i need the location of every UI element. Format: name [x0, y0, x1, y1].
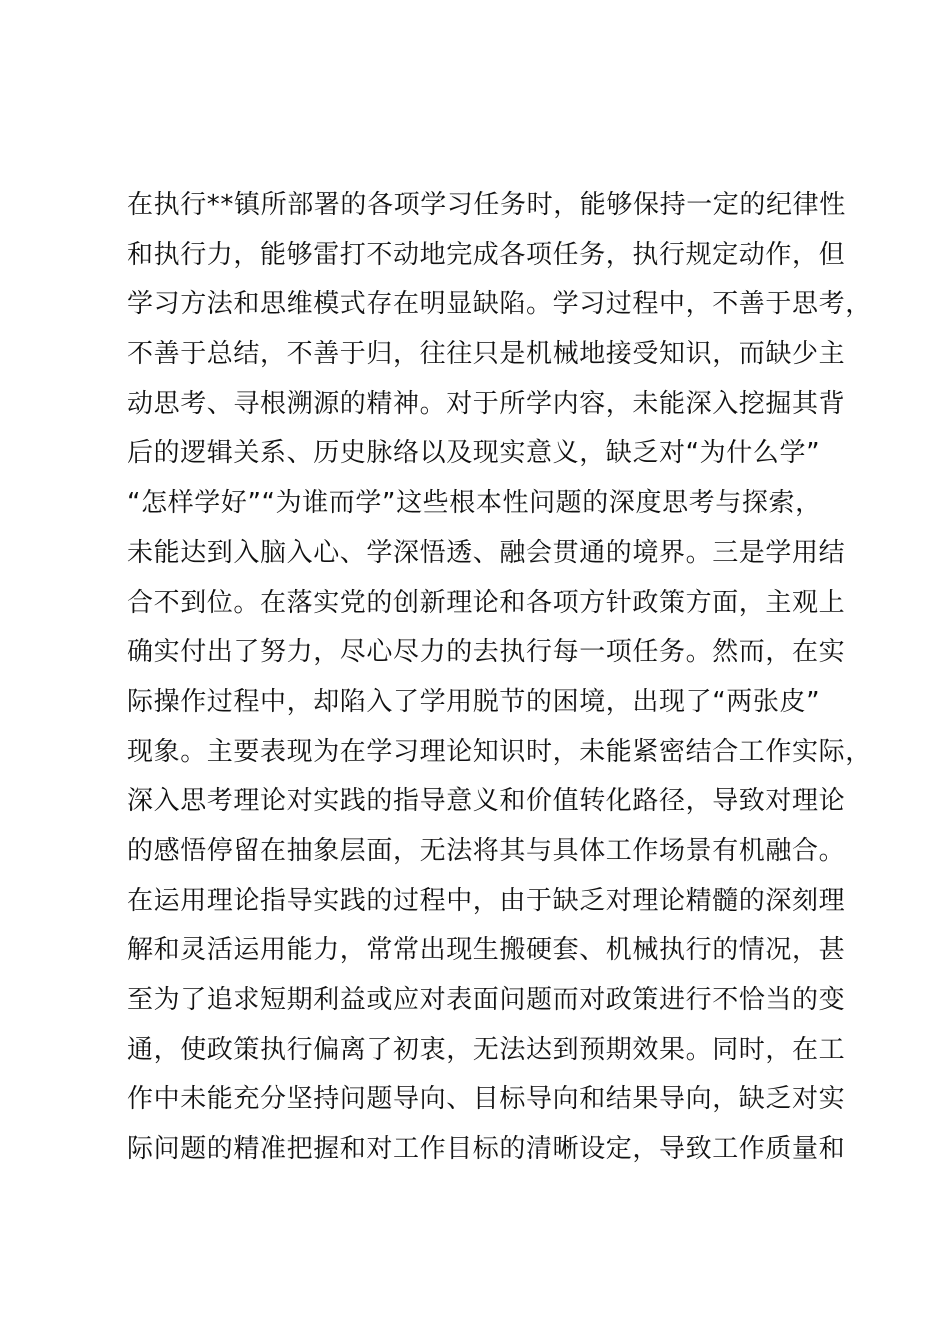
text-line: 合不到位。在落实党的创新理论和各项方针政策方面，主观上: [127, 587, 846, 618]
text-line: 解和灵活运用能力，常常出现生搬硬套、机械执行的情况，甚: [127, 935, 846, 966]
text-line: 际问题的精准把握和对工作目标的清晰设定，导致工作质量和: [127, 1134, 846, 1165]
text-line: 的感悟停留在抽象层面，无法将其与具体工作场景有机融合。: [127, 835, 846, 866]
text-line: 学习方法和思维模式存在明显缺陷。学习过程中，不善于思考，: [127, 289, 872, 320]
text-line: 深入思考理论对实践的指导意义和价值转化路径，导致对理论: [127, 786, 846, 817]
text-line: 作中未能充分坚持问题导向、目标导向和结果导向，缺乏对实: [127, 1084, 846, 1115]
text-line: 通，使政策执行偏离了初衷，无法达到预期效果。同时，在工: [127, 1034, 846, 1065]
text-line: 在运用理论指导实践的过程中，由于缺乏对理论精髓的深刻理: [127, 885, 846, 916]
body-paragraph: [127, 181, 872, 1175]
text-line: 未能达到入脑入心、学深悟透、融会贯通的境界。三是学用结: [127, 537, 846, 568]
text-line: 动思考、寻根溯源的精神。对于所学内容，未能深入挖掘其背: [127, 388, 846, 419]
text-line: 后的逻辑关系、历史脉络以及现实意义，缺乏对“为什么学”: [127, 438, 821, 469]
text-line: 和执行力，能够雷打不动地完成各项任务，执行规定动作，但: [127, 239, 846, 270]
text-line: 在执行**镇所部署的各项学习任务时，能够保持一定的纪律性: [127, 190, 846, 220]
text-line: 至为了追求短期利益或应对表面问题而对政策进行不恰当的变: [127, 985, 846, 1015]
text-line: 际操作过程中，却陷入了学用脱节的困境，出现了“两张皮”: [127, 686, 821, 717]
text-line: 现象。主要表现为在学习理论知识时，未能紧密结合工作实际，: [127, 736, 872, 767]
text-line: 确实付出了努力，尽心尽力的去执行每一项任务。然而，在实: [127, 637, 846, 668]
text-line: “怎样学好”“为谁而学”这些根本性问题的深度思考与探索，: [127, 488, 822, 519]
text-line: 不善于总结，不善于归，往往只是机械地接受知识，而缺少主: [127, 339, 846, 370]
